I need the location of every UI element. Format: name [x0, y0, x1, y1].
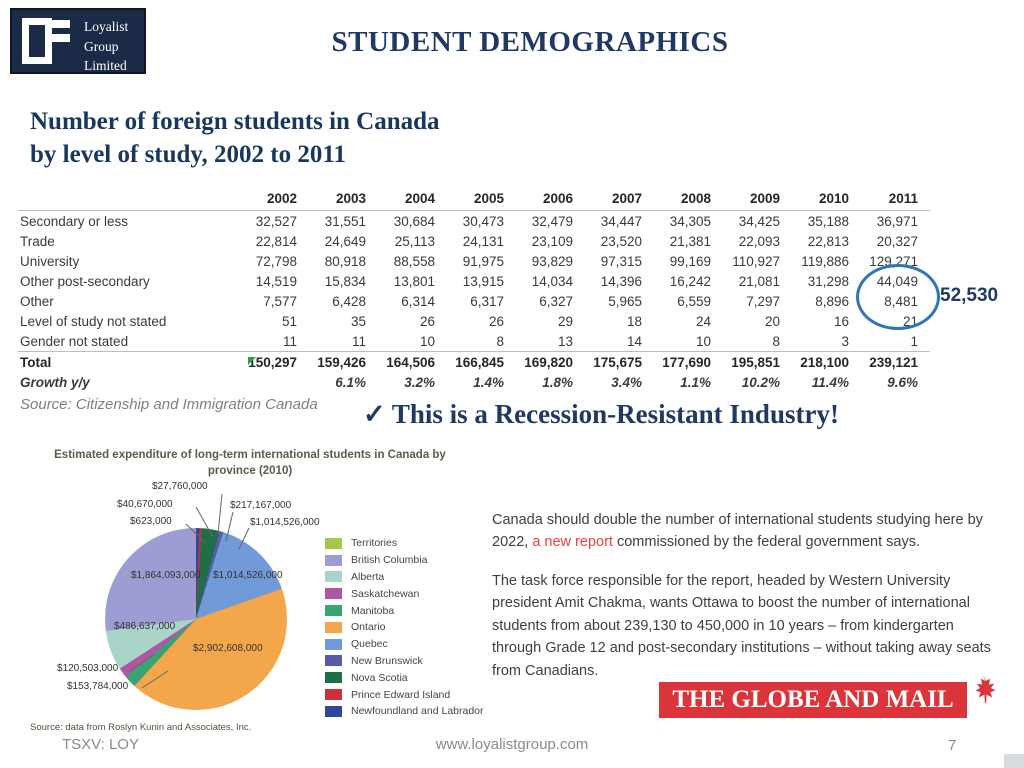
- table-cell: 21: [902, 313, 918, 329]
- table-cell: 175,675: [585, 352, 654, 373]
- pie-legend: [325, 535, 484, 720]
- table-cell: 31,551: [324, 213, 366, 229]
- table-cell: 6.1%: [335, 374, 366, 390]
- pie-source: Source: data from Roslyn Kunin and Associates, Inc.: [30, 722, 252, 733]
- legend-swatch: [325, 605, 342, 616]
- year-column-header: 2002: [240, 189, 309, 211]
- table-cell: 166,845: [447, 352, 516, 373]
- pie-value-label: $1,864,093,000: [131, 570, 201, 581]
- legend-item: [325, 619, 484, 636]
- table-cell: 6,327: [539, 293, 573, 309]
- table-cell: 51: [281, 313, 297, 329]
- table-cell: 6,314: [401, 293, 435, 309]
- pie-value-label: $486,637,000: [114, 621, 176, 632]
- year-column-header: 2009: [723, 189, 792, 211]
- row-label: Trade: [20, 233, 55, 249]
- pie-value-label: $1,014,526,000: [250, 517, 320, 528]
- legend-label: Territories: [351, 537, 398, 550]
- year-column-header: 2006: [516, 189, 585, 211]
- table-cell: 8,896: [815, 293, 849, 309]
- table-cell: 21,081: [738, 273, 780, 289]
- year-column-header: 2007: [585, 189, 654, 211]
- legend-swatch: [325, 706, 342, 717]
- table-cell: 24: [695, 313, 711, 329]
- row-label: Secondary or less: [20, 213, 129, 229]
- table-cell: 10.2%: [741, 374, 780, 390]
- legend-label: British Columbia: [351, 554, 428, 567]
- table-cell: 24,131: [462, 233, 504, 249]
- table-cell: 10: [695, 333, 711, 349]
- year-column-header: 2004: [378, 189, 447, 211]
- table-row: [18, 311, 930, 331]
- table-cell: 31,298: [807, 273, 849, 289]
- table-cell: 3.4%: [611, 374, 642, 390]
- logo-line: Group: [84, 38, 119, 54]
- table-cell: 35: [350, 313, 366, 329]
- table-cell: 80,918: [324, 253, 366, 269]
- legend-label: Quebec: [351, 638, 388, 651]
- table-cell: 26: [488, 313, 504, 329]
- corner-decoration: [1004, 754, 1024, 768]
- table-row: [18, 211, 930, 232]
- year-column-header: [18, 189, 240, 211]
- table-cell: 15,834: [324, 273, 366, 289]
- pie-value-label: $217,167,000: [230, 500, 292, 511]
- table-cell: 1.1%: [680, 374, 711, 390]
- table-cell: 1.8%: [542, 374, 573, 390]
- row-label: Gender not stated: [20, 333, 129, 349]
- table-cell: 8: [496, 333, 504, 349]
- table-cell: 9.6%: [887, 374, 918, 390]
- table-cell: 5,965: [608, 293, 642, 309]
- pie-value-label: $40,670,000: [117, 499, 173, 510]
- foreign-students-table: [18, 189, 930, 392]
- table-row: [18, 331, 930, 352]
- legend-label: New Brunswick: [351, 654, 423, 667]
- legend-swatch: [325, 622, 342, 633]
- globe-and-mail-logo: THE GLOBE AND MAIL: [659, 682, 967, 718]
- pie-value-label: $2,902,608,000: [193, 643, 263, 654]
- article-paragraph: The task force responsible for the report, headed by Western University president Amit Chakma, wants Ottawa to boost the number of international students from about 239,130 to 450,000 in 10 years – from kindergarten through Grade 12 and post-secondary institutions – without taking away seats from Canadians.: [492, 572, 991, 679]
- legend-item: [325, 653, 484, 670]
- table-row: [18, 231, 930, 251]
- table-cell: 14,034: [531, 273, 573, 289]
- table-cell: 25,113: [394, 233, 435, 249]
- table-cell: 6,428: [332, 293, 366, 309]
- table-cell: 16,242: [669, 273, 711, 289]
- pie-value-label: $153,784,000: [67, 681, 129, 692]
- pie-chart-title: Estimated expenditure of long-term international students in Canada by province (2010): [54, 449, 446, 477]
- legend-label: Ontario: [351, 621, 386, 634]
- table-cell: 24,649: [324, 233, 366, 249]
- table-cell: 177,690: [654, 352, 723, 373]
- table-cell: 14,519: [255, 273, 297, 289]
- table-cell: 72,798: [255, 253, 297, 269]
- legend-item: [325, 569, 484, 586]
- table-cell: 119,886: [801, 253, 849, 269]
- legend-swatch: [325, 538, 342, 549]
- row-label: Total: [18, 352, 240, 373]
- table-cell: 7,297: [746, 293, 780, 309]
- table-cell: 11: [351, 333, 366, 349]
- highlight-circle: [856, 264, 940, 330]
- table-cell: 164,506: [378, 352, 447, 373]
- table-cell: 8: [772, 333, 780, 349]
- legend-swatch: [325, 571, 342, 582]
- table-cell: 32,527: [255, 213, 297, 229]
- logo-line: Limited: [84, 58, 127, 74]
- table-cell: 97,315: [600, 253, 642, 269]
- legend-swatch: [325, 555, 342, 566]
- legend-label: Alberta: [351, 570, 385, 583]
- row-label: University: [20, 253, 80, 269]
- table-cell: 16: [833, 313, 849, 329]
- table-cell: 30,684: [393, 213, 435, 229]
- table-cell: 8,481: [884, 293, 918, 309]
- table-cell: [240, 372, 309, 392]
- table-cell: 32,479: [531, 213, 573, 229]
- table-cell: 26: [419, 313, 435, 329]
- table-cell: 34,425: [738, 213, 780, 229]
- table-cell: 14: [626, 333, 642, 349]
- table-cell: 29: [557, 313, 573, 329]
- legend-label: Newfoundland and Labrador: [351, 705, 484, 718]
- table-cell: 11: [282, 333, 297, 349]
- table-cell: 195,851: [723, 352, 792, 373]
- legend-item: [325, 686, 484, 703]
- pie-value-label: $120,503,000: [57, 663, 119, 674]
- check-icon: ✓: [363, 399, 386, 429]
- pie-value-label: $1,014,526,000: [213, 570, 283, 581]
- table-source: Source: Citizenship and Immigration Canada: [20, 396, 318, 413]
- table-cell: 22,814: [255, 233, 297, 249]
- legend-label: Nova Scotia: [351, 671, 408, 684]
- table-row: [18, 291, 930, 311]
- row-label: Other post-secondary: [20, 273, 150, 289]
- table-heading-line: by level of study, 2002 to 2011: [30, 140, 346, 168]
- table-cell: 11.4%: [811, 374, 849, 390]
- year-column-header: 2005: [447, 189, 516, 211]
- callout-text: This is a Recession-Resistant Industry!: [391, 399, 839, 429]
- table-cell: 93,829: [531, 253, 573, 269]
- row-label: Other: [20, 293, 54, 309]
- table-cell: 30,473: [462, 213, 504, 229]
- table-cell: 21,381: [669, 233, 711, 249]
- table-cell: 13,801: [393, 273, 435, 289]
- page-number: 7: [948, 737, 957, 754]
- table-cell: 88,558: [393, 253, 435, 269]
- table-cell: 35,188: [807, 213, 849, 229]
- table-cell: 22,813: [807, 233, 849, 249]
- table-cell: 20: [764, 313, 780, 329]
- table-cell: 36,971: [876, 213, 918, 229]
- table-cell: 6,559: [677, 293, 711, 309]
- table-row: [18, 271, 930, 291]
- recession-callout: [363, 399, 839, 430]
- table-cell: 1.4%: [473, 374, 504, 390]
- year-column-header: 2008: [654, 189, 723, 211]
- table-cell: 99,169: [669, 253, 711, 269]
- maple-leaf-icon: [968, 674, 998, 704]
- ticker-label: TSXV: LOY: [62, 736, 139, 753]
- table-cell: 169,820: [516, 352, 585, 373]
- comment-marker-icon: [248, 357, 256, 365]
- table-header-row: [18, 189, 930, 211]
- table-row: [18, 372, 930, 392]
- table-cell: 13,915: [462, 273, 504, 289]
- year-column-header: 2010: [792, 189, 861, 211]
- pie-value-label: $27,760,000: [152, 481, 208, 492]
- table-cell: 13: [557, 333, 573, 349]
- table-heading-line: Number of foreign students in Canada: [30, 108, 440, 135]
- website-label: www.loyalistgroup.com: [435, 736, 589, 753]
- table-cell: 23,109: [531, 233, 573, 249]
- year-column-header: 2003: [309, 189, 378, 211]
- legend-swatch: [325, 639, 342, 650]
- table-cell: 3.2%: [404, 374, 435, 390]
- table-cell: 110,927: [732, 253, 780, 269]
- table-cell: 91,975: [462, 253, 504, 269]
- legend-swatch: [325, 588, 342, 599]
- table-cell: 34,447: [600, 213, 642, 229]
- pie-value-label: $623,000: [130, 516, 172, 527]
- table-cell: 1: [910, 333, 918, 349]
- legend-item: [325, 585, 484, 602]
- table-cell: 22,093: [738, 233, 780, 249]
- leader-line: [218, 494, 222, 534]
- legend-label: Prince Edward Island: [351, 688, 451, 701]
- legend-label: Manitoba: [351, 604, 395, 617]
- legend-swatch: [325, 689, 342, 700]
- table-heading: [30, 106, 440, 171]
- year-column-header: 2011: [861, 189, 930, 211]
- legend-item: [325, 602, 484, 619]
- table-cell: 239,121: [861, 352, 930, 373]
- news-article: [492, 509, 1004, 698]
- legend-label: Saskatchewan: [351, 587, 420, 600]
- row-label: Level of study not stated: [20, 313, 167, 329]
- legend-item: [325, 669, 484, 686]
- table-cell: 150,297: [240, 352, 309, 373]
- legend-item: [325, 636, 484, 653]
- table-cell: 10: [419, 333, 435, 349]
- logo-line: Loyalist: [84, 19, 129, 34]
- table-cell: 7,577: [263, 293, 297, 309]
- table-cell: 23,520: [600, 233, 642, 249]
- table-cell: 14,396: [600, 273, 642, 289]
- table-cell: 159,426: [309, 352, 378, 373]
- table-cell: 34,305: [669, 213, 711, 229]
- legend-item: [325, 535, 484, 552]
- expenditure-pie-chart: [105, 528, 287, 710]
- legend-swatch: [325, 672, 342, 683]
- table-cell: 6,317: [470, 293, 504, 309]
- legend-item: [325, 552, 484, 569]
- row-label: Growth y/y: [20, 374, 90, 390]
- table-cell: 218,100: [792, 352, 861, 373]
- table-row: [18, 352, 930, 373]
- table-row: [18, 251, 930, 271]
- legend-swatch: [325, 655, 342, 666]
- table-cell: 18: [626, 313, 642, 329]
- table-cell: 20,327: [876, 233, 918, 249]
- article-paragraph: Canada should double the number of international students studying here by 2022, a new report commissioned by the federal government says.: [492, 512, 983, 551]
- table-cell: 129,271: [869, 253, 918, 269]
- table-cell: 3: [841, 333, 849, 349]
- legend-item: [325, 703, 484, 720]
- table-cell: 44,049: [876, 273, 918, 289]
- sum-annotation: 52,530: [940, 285, 999, 306]
- article-highlight: a new report: [532, 534, 613, 551]
- page-title: STUDENT DEMOGRAPHICS: [331, 26, 729, 58]
